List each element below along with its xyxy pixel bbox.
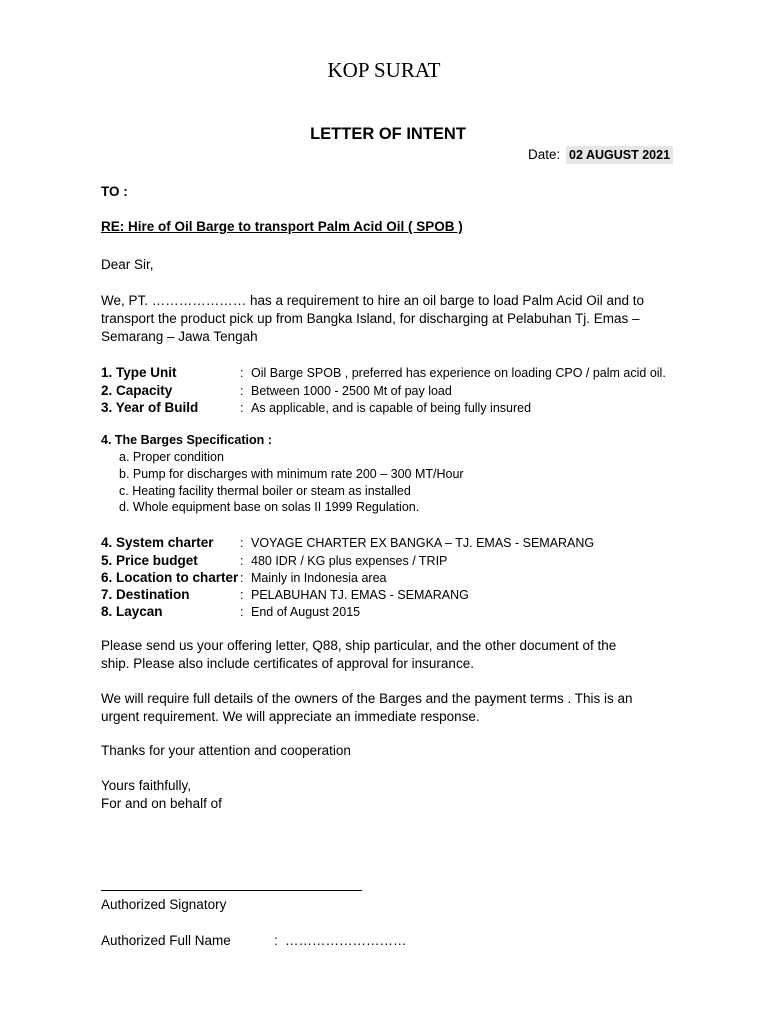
item-colon: : — [240, 536, 244, 550]
item-value: As applicable, and is capable of being fully insured — [251, 401, 532, 415]
spec-heading: 4. The Barges Specification : — [101, 433, 272, 447]
item-label: 7. Destination — [101, 587, 190, 602]
full-name-colon: : — [274, 933, 278, 948]
item-label: 2. Capacity — [101, 383, 173, 398]
item-value: Oil Barge SPOB , preferred has experience on loading CPO / palm acid oil. — [251, 366, 666, 380]
offer-paragraph-line: Please send us your offering letter, Q88, ship particular, and the other document of the — [101, 638, 617, 653]
item-label: 3. Year of Build — [101, 400, 199, 415]
item-value: 480 IDR / KG plus expenses / TRIP — [251, 554, 448, 568]
item-value: PELABUHAN TJ. EMAS - SEMARANG — [251, 588, 469, 602]
intro-line: transport the product pick up from Bangka Island, for discharging at Pelabuhan Tj. Emas – — [101, 311, 640, 326]
owners-paragraph-line: We will require full details of the owners of the Barges and the payment terms . This is an — [101, 691, 633, 706]
full-name-label: Authorized Full Name — [101, 933, 231, 948]
item-label: 6. Location to charter — [101, 570, 239, 585]
item-colon: : — [240, 554, 244, 568]
item-colon: : — [240, 588, 244, 602]
item-colon: : — [240, 605, 244, 619]
offer-paragraph-line: ship. Please also include certificates of approval for insurance. — [101, 656, 474, 671]
item-label: 5. Price budget — [101, 553, 198, 568]
signatory-label: Authorized Signatory — [101, 897, 227, 912]
intro-line: Semarang – Jawa Tengah — [101, 329, 258, 344]
letterhead: KOP SURAT — [327, 58, 441, 82]
item-value: VOYAGE CHARTER EX BANGKA – TJ. EMAS - SEMARANG — [251, 536, 595, 550]
spec-item: d. Whole equipment base on solas II 1999 Regulation. — [119, 500, 420, 514]
document-title: LETTER OF INTENT — [310, 125, 466, 143]
recipient-label: TO : — [101, 184, 128, 199]
item-colon: : — [240, 384, 244, 398]
intro-line: We, PT. ………………… has a requirement to hire an oil barge to load Palm Acid Oil and to — [101, 293, 644, 308]
spec-item: c. Heating facility thermal boiler or steam as installed — [119, 484, 411, 498]
item-label: 1. Type Unit — [101, 365, 177, 380]
date-value: 02 AUGUST 2021 — [566, 146, 673, 164]
spec-item: b. Pump for discharges with minimum rate 200 – 300 MT/Hour — [119, 467, 464, 481]
item-colon: : — [240, 571, 244, 585]
date-line — [528, 147, 673, 162]
item-colon: : — [240, 401, 244, 415]
item-label: 8. Laycan — [101, 604, 163, 619]
subject-line: RE: Hire of Oil Barge to transport Palm Acid Oil ( SPOB ) — [101, 219, 463, 234]
owners-paragraph-line: urgent requirement. We will appreciate an immediate response. — [101, 709, 480, 724]
item-value: Between 1000 - 2500 Mt of pay load — [251, 384, 452, 398]
closing-line: For and on behalf of — [101, 796, 222, 811]
closing-line: Yours faithfully, — [101, 778, 192, 793]
item-value: Mainly in Indonesia area — [251, 571, 387, 585]
item-label: 4. System charter — [101, 535, 214, 550]
salutation: Dear Sir, — [101, 257, 154, 272]
date-label: Date: — [528, 147, 561, 162]
signature-line — [101, 890, 362, 891]
thanks-line: Thanks for your attention and cooperation — [101, 743, 351, 758]
item-colon: : — [240, 366, 244, 380]
full-name-value: ……………………… — [285, 933, 407, 948]
spec-item: a. Proper condition — [119, 450, 224, 464]
item-value: End of August 2015 — [251, 605, 361, 619]
